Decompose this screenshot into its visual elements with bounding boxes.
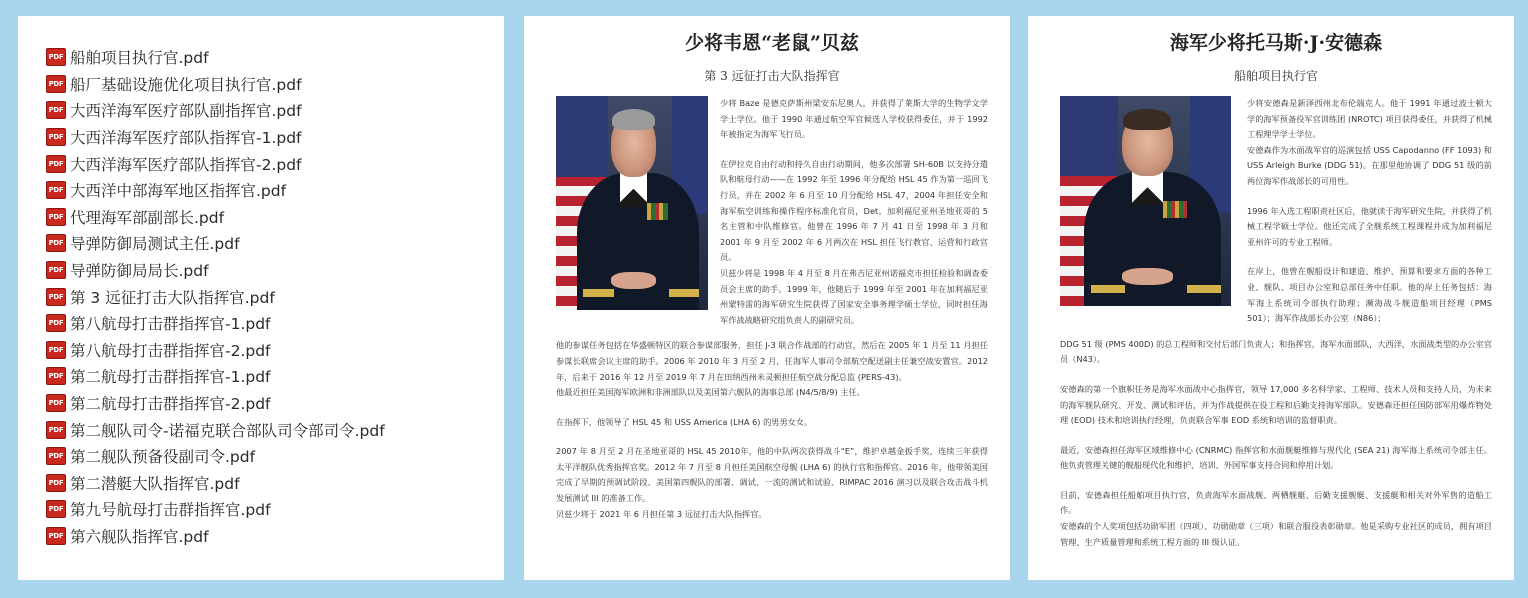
bio-paragraph: 在岸上，他曾在舰船设计和建造、维护、预算和要求方面的各种工业、舰队、项目办公室和总部任务中任职。他的岸上任务包括：海军海上系统司令部执行助理；濒海战斗舰造船项目经理（PMS 501）；海军作战部长办公室（N86）； [1247,266,1492,324]
file-name: 导弹防御局局长.pdf [70,262,209,281]
file-list-item[interactable] [46,283,504,310]
file-name: 第二舰队预备役副司令.pdf [70,448,256,467]
shirt-collar [1132,172,1163,206]
file-list-item[interactable] [46,124,504,151]
pdf-file-icon: PDF [46,527,66,545]
bio-paragraph: 2007 年 8 月至 2 月在圣地亚哥的 HSL 45 2010年，他的中队两次获得战斗“E”，维护卓越金扳手奖，连续三年获得太平洋舰队优秀指挥官奖。2012 年 7 月至 8 月担任美国航空母舰 (LHA 6) 的执行官和指挥官。2016 年，他带领美国完成了早期的预调试阶段、美国第四舰队的部署、调试、一流的测试和试验、RIMPAC 2016 演习以及联合攻击战斗机发展测试 III 的准备工作。 [556,446,988,504]
bio-panel-baze [524,16,1010,580]
file-list [46,44,504,549]
pdf-file-icon: PDF [46,394,66,412]
bio-paragraph: DDG 51 级 (PMS 400D) 的总工程师和交付后部门负责人；和指挥官，海军水面部队，大西洋，水面战类型的办公室官员（N43）。 [1060,338,1492,365]
file-name: 大西洋中部海军地区指挥官.pdf [70,182,287,201]
bio-paragraph: 贝兹少将是 1998 年 4 月至 8 月在弗吉尼亚州诺福克市担任检验和调查委员会主席的助手。1999 年，他随后于 1999 年至 2001 年在加利福尼亚州蒙特雷的海军研究生院获得了国家安全事务理学硕士学位，同时担任海军作战战略研究组负责人的副研究员。 [720,267,988,325]
pdf-file-icon: PDF [46,128,66,146]
file-name: 第八航母打击群指挥官-1.pdf [70,315,271,334]
bio2-subtitle: 船舶项目执行官 [1233,69,1318,83]
file-list-item[interactable] [46,443,504,470]
file-list-item[interactable] [46,470,504,497]
file-list-item[interactable] [46,150,504,177]
bio2-title: 海军少将托马斯·J·安德森 [1169,32,1383,54]
file-list-item[interactable] [46,390,504,417]
file-name: 第二潜艇大队指挥官.pdf [70,474,240,493]
file-list-item[interactable] [46,230,504,257]
pdf-file-icon: PDF [46,474,66,492]
bio2-side-text [1247,96,1492,327]
pdf-file-icon: PDF [46,288,66,306]
sleeve-stripe-right [1187,285,1221,293]
bio-paragraph: 贝兹少将于 2021 年 6 月担任第 3 远征打击大队指挥官。 [556,508,767,519]
bio-paragraph: 少将安德森是新泽西州北布伦瑞克人。他于 1991 年通过波士顿大学的海军预备役军官训练团 (NROTC) 项目获得委任，并获得了机械工程理学学士学位。 [1247,98,1492,140]
file-list-item[interactable] [46,310,504,337]
file-list-item[interactable] [46,363,504,390]
file-name: 导弹防御局测试主任.pdf [70,235,240,254]
hair [612,109,655,130]
file-list-item[interactable] [46,416,504,443]
file-name: 大西洋海军医疗部队副指挥官.pdf [70,102,302,121]
file-name: 代理海军部副部长.pdf [70,208,225,227]
file-name: 船厂基础设施优化项目执行官.pdf [70,75,302,94]
file-list-item[interactable] [46,257,504,284]
bio-paragraph: 安德森的第一个旗帜任务是海军水面战中心指挥官，领导 17,000 多名科学家、工程师、技术人员和支持人员，为未来的海军舰队研究、开发、测试和评估，并为作战提供在役工程和后勤支持海军部队。安德森还担任国防部军用爆炸物处理 (EOD) 技术和培训执行经理，负责联合军事 EOD 系统和培训的监督职责。 [1060,383,1492,426]
bio-paragraph: 安德森的个人奖项包括功勋军团（四项）、功勋勋章（三项）和联合服役表彰勋章。他是采购专业社区的成员，拥有项目管理、生产质量管理和系统工程方面的 III 级认证。 [1060,521,1492,547]
bio-paragraph: 安德森作为水面战军官的巡演包括 USS Capodanno (FF 1093) 和 USS Arleigh Burke (DDG 51)。在那里他协调了 DDG 51 级的前两位海军作战部长的可用性。 [1247,144,1492,186]
file-name: 第二航母打击群指挥官-2.pdf [70,395,271,414]
bio-paragraph: 他的参谋任务包括在华盛顿特区的联合参谋部服务，担任 J-3 联合作战部的行动官，然后在 2005 年 1 月至 11 月担任参谋长联席会议主席的助手。2006 年 2010 年 3 月至 2 月，任海军人事司令部航空配送副主任兼空战安置官。2012 年，后来于 2016 年 12 月至 2019 年 7 月在田纳西州米灵顿担任航空战分配总监 (PERS-43)。 [556,340,988,382]
ribbon-bar [647,203,668,220]
file-name: 船舶项目执行官.pdf [70,49,209,68]
portrait-photo-baze [556,96,708,310]
file-list-item[interactable] [46,523,504,550]
pdf-file-icon: PDF [46,101,66,119]
bio-paragraph: 目前，安德森担任船舶项目执行官，负责海军水面战舰、两栖舰艇、后勤支援舰艇、支援艇和相关对外军售的造船工作。 [1060,489,1492,516]
bio-paragraph: 最近，安德森担任海军区域维修中心 (CNRMC) 指挥官和水面舰艇维修与现代化 (SEA 21) 海军海上系统司令部主任。他负责管理关键的舰船现代化和维护、培训、外国军事支持合同和停用计划。 [1060,444,1492,471]
bio-paragraph: 在伊拉克自由行动和持久自由行动期间，他多次部署 SH-60B 以支持分遣队和航母行动——在 1992 年至 1996 年分配给 HSL 45 作为第一巡回飞行员，并在 2002 年 6 月至 10 月分配给 HSL 47，2004 年担任安全和海军航空训练和操作程序标准化官员，Det。加利福尼亚州圣地亚哥的 5 名主管和中队维修官。他曾在 1996 年 7 月 41 日至 1998 年 3 月和 2001 年 9 月至 2002 年 6 月两次在 HSL 担任飞行教官、运营和行政官员。 [720,158,988,263]
pdf-file-icon: PDF [46,500,66,518]
bio1-subtitle: 第 3 远征打击大队指挥官 [704,69,840,83]
file-name: 第九号航母打击群指挥官.pdf [70,501,271,520]
bio2-body-text [1060,337,1492,551]
folded-hands [1122,268,1173,285]
ribbon-bar [1163,201,1187,218]
file-name: 第 3 远征打击大队指挥官.pdf [70,288,275,307]
bio-paragraph: 1996 年入选工程职责社区后，他就读于海军研究生院，并获得了机械工程学硕士学位。他还完成了全舰系统工程课程并成为加利福尼亚州许可的专业工程师。 [1247,205,1492,247]
folded-hands [611,272,657,289]
file-list-item[interactable] [46,71,504,98]
pdf-file-icon: PDF [46,447,66,465]
pdf-file-icon: PDF [46,48,66,66]
file-list-item[interactable] [46,97,504,124]
bio-paragraph: 他最近担任美国海军欧洲和非洲部队以及美国第六舰队的海事总部 (N4/5/8/9) 主任。 [556,387,865,398]
bio1-side-text [720,96,988,328]
file-list-item[interactable] [46,496,504,523]
file-list-panel [18,16,504,580]
bio1-title: 少将韦恩“老鼠”贝兹 [685,32,859,54]
bio-paragraph: 少将 Baze 是德克萨斯州梁安东尼奥人，并获得了莱斯大学的生物学文学学士学位。他于 1990 年通过航空军官候选人学校获得委任，并于 1992 年被指定为海军飞行员。 [720,98,988,140]
pdf-file-icon: PDF [46,421,66,439]
shirt-collar [620,173,647,207]
file-list-item[interactable] [46,177,504,204]
portrait-photo-anderson [1060,96,1231,306]
file-name: 大西洋海军医疗部队指挥官-2.pdf [70,155,302,174]
pdf-file-icon: PDF [46,367,66,385]
file-name: 第二航母打击群指挥官-1.pdf [70,368,271,387]
bio1-body-text [556,338,988,522]
file-list-item[interactable] [46,44,504,71]
file-list-item[interactable] [46,337,504,364]
pdf-file-icon: PDF [46,341,66,359]
sleeve-stripe-left [583,289,613,298]
file-name: 第八航母打击群指挥官-2.pdf [70,341,271,360]
sleeve-stripe-left [1091,285,1125,293]
file-name: 第二舰队司令-诺福克联合部队司令部司令.pdf [70,421,385,440]
file-name: 大西洋海军医疗部队指挥官-1.pdf [70,129,302,148]
pdf-file-icon: PDF [46,75,66,93]
file-name: 第六舰队指挥官.pdf [70,527,209,546]
file-list-item[interactable] [46,204,504,231]
pdf-file-icon: PDF [46,261,66,279]
pdf-file-icon: PDF [46,234,66,252]
pdf-file-icon: PDF [46,208,66,226]
bio-paragraph: 在指挥下，他领导了 HSL 45 和 USS America (LHA 6) 的男男女女。 [556,416,813,427]
sleeve-stripe-right [669,289,699,298]
pdf-file-icon: PDF [46,155,66,173]
pdf-file-icon: PDF [46,181,66,199]
hair [1123,109,1171,130]
bio-panel-anderson [1028,16,1514,580]
pdf-file-icon: PDF [46,314,66,332]
